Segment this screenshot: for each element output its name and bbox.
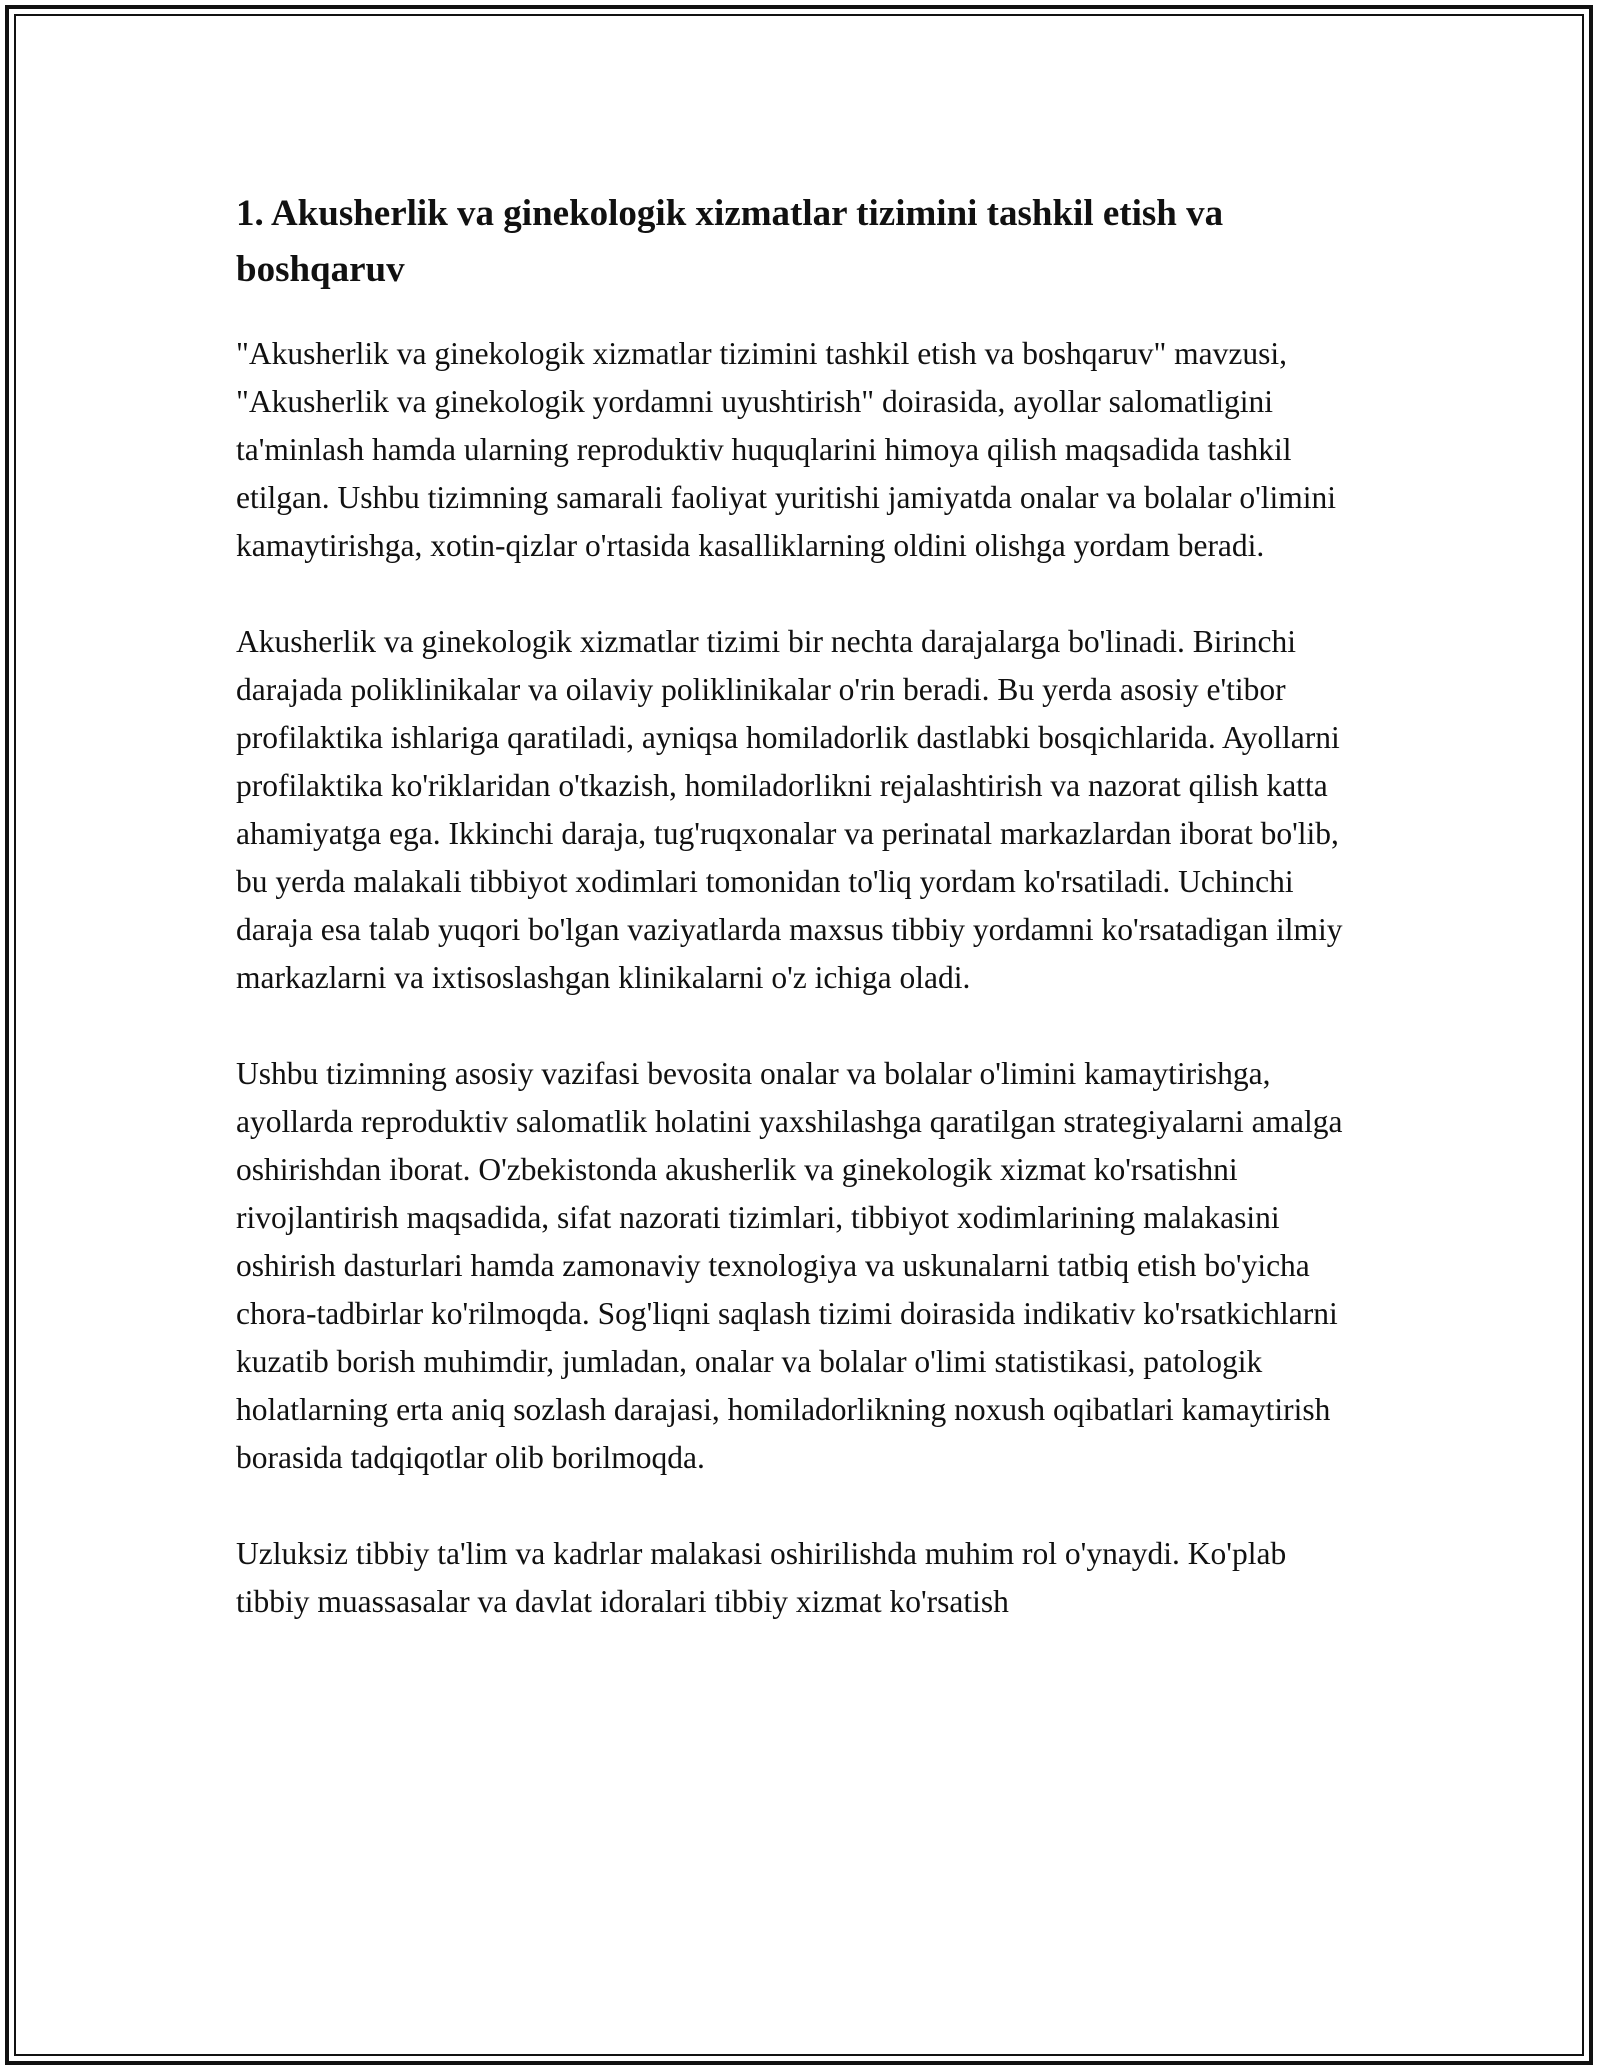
- section-heading: 1. Akusherlik va ginekologik xizmatlar tizimini tashkil etish va boshqaruv: [236, 193, 1224, 290]
- paragraph-education: Uzluksiz tibbiy ta'lim va kadrlar malakasi oshirilishda muhim rol o'ynaydi. Ko'plab tibbiy muassasalar va davlat idoralari tibbiy xizmat ko'rsatish: [236, 1536, 1287, 1619]
- paragraph-intro: "Akusherlik va ginekologik xizmatlar tizimini tashkil etish va boshqaruv" mavzusi, "Akusherlik va ginekologik yordamni uyushtirish" doirasida, ayollar salomatligini ta'minlash hamda ularning reproduktiv huquqlarini himoya qilish maqsadida tashkil etilgan. Ushbu tizimning samarali faoliyat yuritishi jamiyatda onalar va bolalar o'limini kamaytirishga, xotin-qizlar o'rtasida kasalliklarning oldini olishga yordam beradi.: [236, 336, 1337, 563]
- paragraph-levels: Akusherlik va ginekologik xizmatlar tizimi bir nechta darajalarga bo'linadi. Birinchi darajada poliklinikalar va oilaviy poliklinikalar o'rin beradi. Bu yerda asosiy e'tibor profilaktika ishlariga qaratiladi, ayniqsa homiladorlik dastlabki bosqichlarida. Ayollarni profilaktika ko'riklaridan o'tkazish, homiladorlikni rejalashtirish va nazorat qilish katta ahamiyatga ega. Ikkinchi daraja, tug'ruqxonalar va perinatal markazlardan iborat bo'lib, bu yerda malakali tibbiyot xodimlari tomonidan to'liq yordam ko'rsatiladi. Uchinchi daraja esa talab yuqori bo'lgan vaziyatlarda maxsus tibbiy yordamni ko'rsatadigan ilmiy markazlarni va ixtisoslashgan klinikalarni o'z ichiga oladi.: [236, 624, 1343, 995]
- document-body: [236, 186, 1366, 1674]
- paragraph-goals: Ushbu tizimning asosiy vazifasi bevosita onalar va bolalar o'limini kamaytirishga, ayollarda reproduktiv salomatlik holatini yaxshilashga qaratilgan strategiyalarni amalga oshirishdan iborat. O'zbekistonda akusherlik va ginekologik xizmat ko'rsatishni rivojlantirish maqsadida, sifat nazorati tizimlari, tibbiyot xodimlarining malakasini oshirish dasturlari hamda zamonaviy texnologiya va uskunalarni tatbiq etish bo'yicha chora-tadbirlar ko'rilmoqda. Sog'liqni saqlash tizimi doirasida indikativ ko'rsatkichlarni kuzatib borish muhimdir, jumladan, onalar va bolalar o'limi statistikasi, patologik holatlarning erta aniq sozlash darajasi, homiladorlikning noxush oqibatlari kamaytirish borasida tadqiqotlar olib borilmoqda.: [236, 1056, 1343, 1475]
